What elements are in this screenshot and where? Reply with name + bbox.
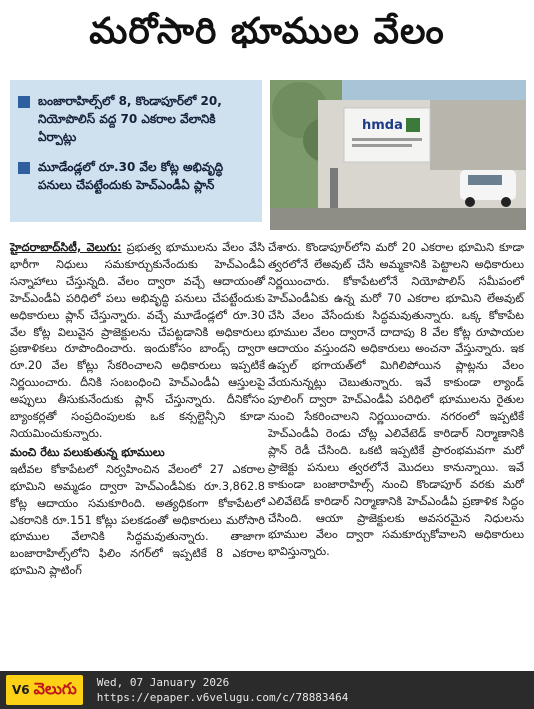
bullet-square-icon xyxy=(18,162,30,174)
summary-bullet-2 xyxy=(18,158,254,194)
logo-name: వెలుగు xyxy=(33,678,77,698)
summary-box xyxy=(10,80,262,222)
hmda-office-photo xyxy=(270,80,526,230)
hmda-sign-text: hmda xyxy=(362,118,403,133)
footer-url[interactable]: https://epaper.v6velugu.com/c/78883464 xyxy=(96,691,349,704)
footer-info xyxy=(97,675,349,705)
headline-text: మరోసారి భూముల వేలం xyxy=(89,11,445,52)
logo-prefix: V6 xyxy=(12,683,30,697)
footer xyxy=(0,671,534,709)
article-paragraph xyxy=(10,240,265,443)
article-paragraph: ఇటీవల కోకాపేటలో నిర్వహించిన వేలంలో 27 ఎకరాల భూమిని అమ్మడం ద్వారా హెచ్‌ఎండీఏకు రూ.3,862.8 కోట్ల ఆదాయం సమకూరింది. అత్యధికంగా కోకాపేటలో ఎకరానికి రూ.151 కోట్లు పలకడంతో అధికారులు మరోసారి భూముల వేలానికి సిద్ధమవుతున్నారు. తాజాగా బంజారాహిల్స్‌లోని ఫిలిం నగర్‌లో ఇప్పటికే 8 ఎకరాల భూమిని ప్లాటింగ్ xyxy=(10,462,265,578)
hmda-office-illustration xyxy=(270,80,526,230)
footer-date: Wed, 07 January 2026 xyxy=(96,676,230,689)
subheading: మంచి రేటు పలుకుతున్న భూములు xyxy=(10,445,165,459)
bullet-square-icon xyxy=(18,96,30,108)
dateline: హైదరాబాద్‌సిటీ, వెలుగు: xyxy=(10,241,122,254)
summary-bullet-text: మూడేండ్లలో రూ.30 వేల కోట్ల అభివృద్ధి పనులు చేపట్టేందుకు హెచ్‌ఎండీఏ ప్లాన్ xyxy=(38,160,224,192)
summary-bullet-text: బంజారాహిల్స్‌లో 8, కొండాపూర్‌లో 20, నియోపొలిస్ వద్ద 70 ఎకరాల వేలానికి ఏర్పాట్లు xyxy=(38,94,222,144)
article-paragraph: చేశారు. కొండాపూర్‌లోని మరో 20 ఎకరాల భూమిని కూడా త్వరలోనే లేఅవుట్ చేసి అమ్మకానికి పెట్టాలని అధికారులు నిర్ణయించారు. కోకాపేటలోనే నియోపొలిస్ సమీపంలో హెచ్‌ఎండీఏకు ఉన్న మరో 70 ఎకరాల భూమిని లేఅవుట్ చేసి వేలం వేసేందుకు సిద్ధమవుతున్నారు. ఒక్క కోకాపేట భూముల వేలం ద్వారానే దాదాపు 8 వేల కోట్ల రూపాయల ఆదాయం వస్తుందని అధికారులు అంచనా వేస్తున్నారు. ఇక ఉప్పల్ భగాయత్‌లో మిగిలిపోయిన ప్లాట్లను వేలం వేయనున్నట్లు చెబుతున్నారు. ఇవే కాకుండా ల్యాండ్ పూలింగ్ ద్వారా హెచ్‌ఎండీఏ పరిధిలో భూములను రైతుల నుంచి సేకరించాలని నిర్ణయించారు. నగరంలో ఇప్పటికే హెచ్‌ఎండీఏ రెండు చోట్ల ఎలివేటెడ్ కారిడార్ నిర్మాణానికి ప్లాన్ రెడీ చేసింది. ఒకటి ఇప్పటికే ప్రారంభమవగా మరో ప్రాజెక్టు పనులు త్వరలోనే మొదలు కానున్నాయి. ఇవే కాకుండా బంజారాహిల్స్ నుంచి కొండాపూర్ వరకు మరో ఎలివేటెడ్ కారిడార్ నిర్మాణానికి హెచ్‌ఎండీఏ ప్రణాళిక సిద్ధం చేసింది. ఆయా ప్రాజెక్టులకు అవసరమైన నిధులను భూముల వేలం ద్వారా సమకూర్చుకోవాలని అధికారులు భావిస్తున్నారు. xyxy=(268,241,524,559)
article-column-left xyxy=(10,240,265,580)
headline xyxy=(0,0,534,72)
article-text: ప్రభుత్వ భూములను వేలం వేసి భారీగా నిధులు సమకూర్చుకునేందుకు హెచ్‌ఎండీఏ సన్నాహాలు చేస్తున్నది. వేలం ద్వారా వచ్చే ఆదాయంతో హెచ్‌ఎండీఏ పరిధిలో పలు అభివృద్ధి పనులు చేపట్టేందుకు అధికారులు ప్లాన్ చేస్తున్నారు. వచ్చే మూడేండ్లలో రూ.30 వేల కోట్ల విలువైన ప్రాజెక్టులను చేపట్టడానికి అధికారులు ప్రణాళికలు రూపొందించారు. ఇందుకోసం బాండ్స్ ద్వారా రూ.20 వేల కోట్లు సేకరించాలని అధికారులు ఇప్పటికే నిర్ణయించారు. దీనికి సంబంధించి హెచ్‌ఎండీఏ ఆస్తులపై అప్పులు తీసుకునేందుకు ప్లాన్ చేస్తున్నారు. దీనికోసం బ్యాంకర్లతో సంప్రదింపులకు ఒక కన్సల్టెన్సీని కూడా నియమించుకున్నారు. xyxy=(10,241,265,440)
summary-bullet-1 xyxy=(18,92,254,146)
v6-velugu-logo xyxy=(6,675,83,705)
article-column-right xyxy=(268,240,524,561)
